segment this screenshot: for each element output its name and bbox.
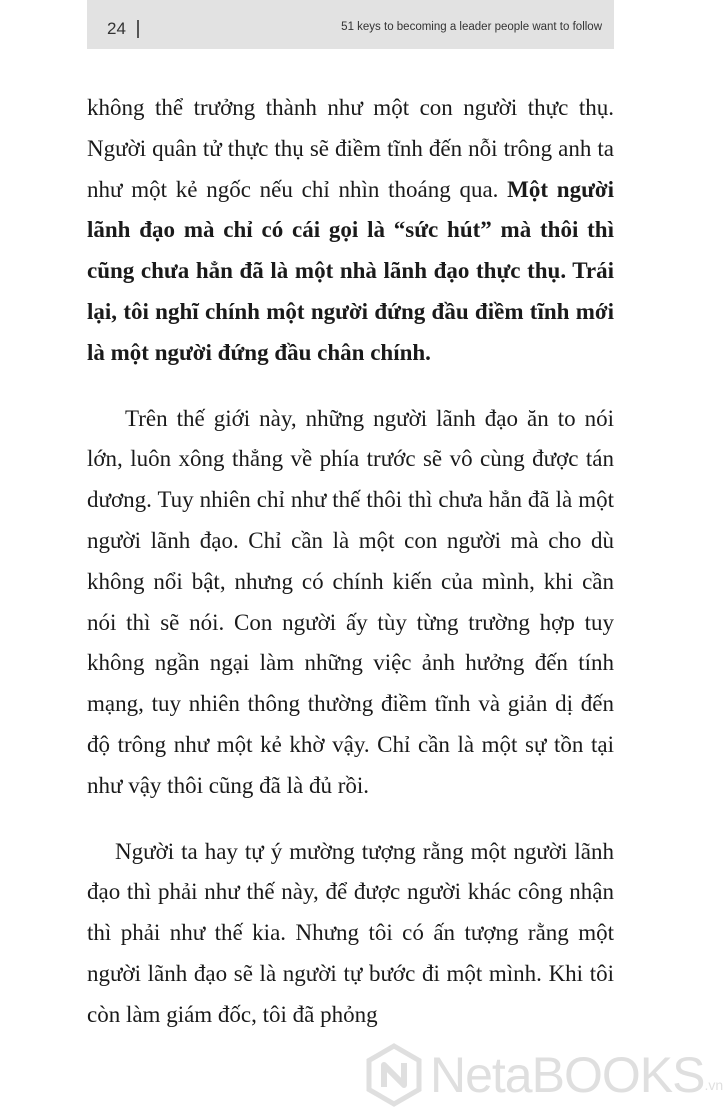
paragraph-1-emphasis: Một người lãnh đạo mà chỉ có cái gọi là “sức hút” mà thôi thì cũng chưa hẳn đã là một nhà lãnh đạo thực thụ. Trái lại, tôi nghĩ chính một người đứng đầu điềm tĩnh mới là một người đứng đầu chân chính. (87, 176, 614, 365)
watermark-brand: NetaBOOKS (430, 1047, 705, 1103)
header-divider (137, 20, 139, 38)
paragraph-3: Người ta hay tự ý mường tượng rằng một người lãnh đạo thì phải như thế này, để được người khác công nhận thì phải như thế kia. Nhưng tôi có ấn tượng rằng một người lãnh đạo sẽ là người tự bước đi một mình. Khi tôi còn làm giám đốc, tôi đã phỏng (87, 838, 614, 1027)
watermark-suffix: .vn (704, 1077, 723, 1093)
page-number: 24 (107, 19, 126, 38)
page-body (87, 88, 614, 1036)
book-title: 51 keys to becoming a leader people want to follow (341, 21, 602, 33)
paragraph-2: Trên thế giới này, những người lãnh đạo ăn to nói lớn, luôn xông thẳng về phía trước sẽ vô cùng được tán dương. Tuy nhiên chỉ như thế thôi thì chưa hẳn đã là một người lãnh đạo. Chỉ cần là một con người mà cho dù không nổi bật, nhưng có chính kiến của mình, khi cần nói thì sẽ nói. Con người ấy tùy từng trường hợp tuy không ngần ngại làm những việc ảnh hưởng đến tính mạng, tuy nhiên thông thường điềm tĩnh và giản dị đến độ trông như một kẻ khờ vậy. Chỉ cần là một sự tồn tại như vậy thôi cũng đã là đủ rồi. (87, 405, 614, 798)
paragraph-1 (87, 88, 614, 374)
paragraph-1-text: không thể trưởng thành như một con người thực thụ. Người quân tử thực thụ sẽ điềm tĩnh đến nỗi trông anh ta như một kẻ ngốc nếu chỉ nhìn thoáng qua. (87, 95, 614, 202)
running-header (87, 0, 614, 49)
netabooks-watermark (362, 1043, 723, 1107)
netabooks-logo-icon (362, 1043, 426, 1107)
